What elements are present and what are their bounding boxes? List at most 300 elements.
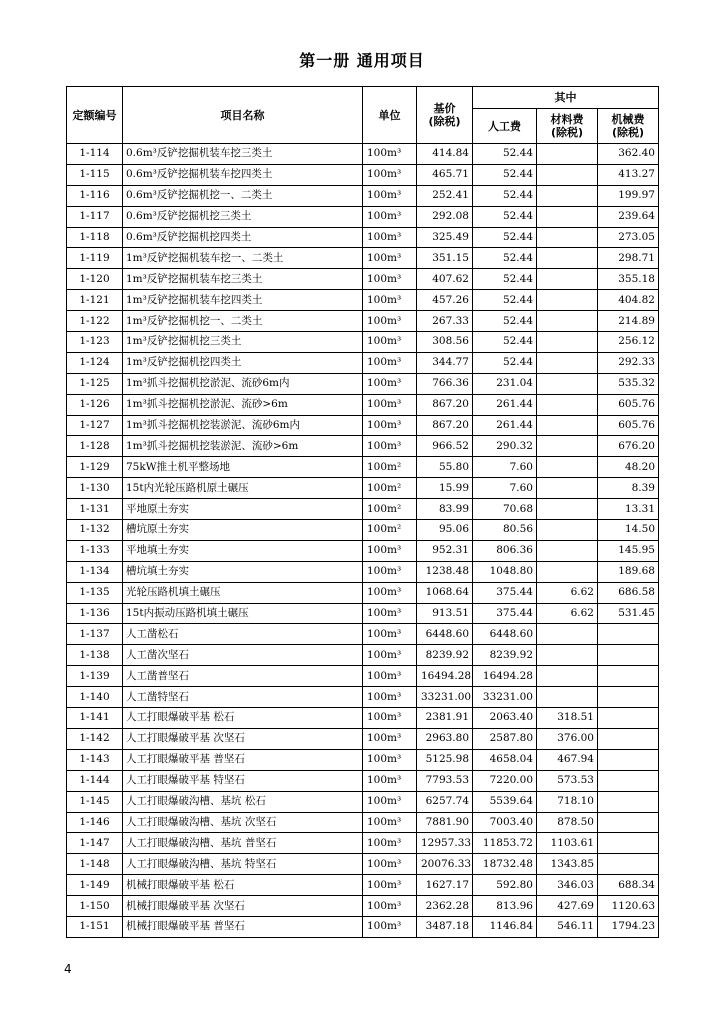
cell-machine [598, 708, 659, 729]
cell-labor: 33231.00 [473, 687, 537, 708]
cell-base-price: 15.99 [417, 478, 473, 499]
cell-unit: 100m³ [363, 185, 417, 206]
cell-base-price: 55.80 [417, 457, 473, 478]
cell-code: 1-122 [67, 311, 123, 332]
cell-material [537, 478, 598, 499]
cell-unit: 100m³ [363, 687, 417, 708]
table-row [67, 520, 659, 541]
cell-labor: 261.44 [473, 415, 537, 436]
cell-material [537, 144, 598, 165]
cell-labor: 7220.00 [473, 770, 537, 791]
cell-base-price: 407.62 [417, 269, 473, 290]
cell-machine: 8.39 [598, 478, 659, 499]
cell-labor: 592.80 [473, 875, 537, 896]
cell-unit: 100m³ [363, 833, 417, 854]
cell-labor: 261.44 [473, 394, 537, 415]
cell-base-price: 966.52 [417, 436, 473, 457]
cell-labor: 7.60 [473, 457, 537, 478]
table-body [67, 144, 659, 938]
cell-unit: 100m³ [363, 812, 417, 833]
cell-code: 1-133 [67, 540, 123, 561]
cell-machine: 298.71 [598, 248, 659, 269]
table-row [67, 561, 659, 582]
cell-unit: 100m³ [363, 290, 417, 311]
cell-machine: 1120.63 [598, 896, 659, 917]
cell-base-price: 8239.92 [417, 645, 473, 666]
cell-unit: 100m³ [363, 645, 417, 666]
cell-code: 1-134 [67, 561, 123, 582]
cell-labor: 52.44 [473, 227, 537, 248]
table-row [67, 896, 659, 917]
cell-unit: 100m³ [363, 540, 417, 561]
cell-base-price: 6257.74 [417, 791, 473, 812]
header-machine: 机械费 (除税) [598, 109, 659, 144]
cell-labor: 375.44 [473, 603, 537, 624]
cell-unit: 100m³ [363, 248, 417, 269]
cell-base-price: 465.71 [417, 164, 473, 185]
cell-unit: 100m³ [363, 916, 417, 937]
cell-code: 1-138 [67, 645, 123, 666]
cell-machine: 239.64 [598, 206, 659, 227]
page-title: 第一册 通用项目 [299, 51, 425, 70]
cell-unit: 100m³ [363, 164, 417, 185]
cell-material: 1103.61 [537, 833, 598, 854]
cell-base-price: 867.20 [417, 394, 473, 415]
table-row [67, 666, 659, 687]
cell-material: 427.69 [537, 896, 598, 917]
cell-name: 槽坑填土夯实 [123, 561, 363, 582]
table-row [67, 749, 659, 770]
cell-material [537, 645, 598, 666]
table-row [67, 603, 659, 624]
table-row [67, 812, 659, 833]
cell-labor: 70.68 [473, 499, 537, 520]
cell-unit: 100m³ [363, 144, 417, 165]
header-name: 项目名称 [123, 87, 363, 144]
cell-machine: 355.18 [598, 269, 659, 290]
cell-name: 75kW推土机平整场地 [123, 457, 363, 478]
cell-base-price: 252.41 [417, 185, 473, 206]
cell-code: 1-147 [67, 833, 123, 854]
cell-machine [598, 812, 659, 833]
cell-machine: 189.68 [598, 561, 659, 582]
cell-labor: 16494.28 [473, 666, 537, 687]
table-row [67, 708, 659, 729]
cell-unit: 100m³ [363, 332, 417, 353]
cell-unit: 100m³ [363, 624, 417, 645]
cell-material [537, 540, 598, 561]
cell-material: 376.00 [537, 728, 598, 749]
cell-code: 1-141 [67, 708, 123, 729]
cell-name: 1m³抓斗挖掘机挖淤泥、流砂>6m [123, 394, 363, 415]
cell-labor: 8239.92 [473, 645, 537, 666]
cell-material: 467.94 [537, 749, 598, 770]
cell-material [537, 624, 598, 645]
table-row [67, 499, 659, 520]
table-row [67, 373, 659, 394]
cell-material [537, 290, 598, 311]
table-row [67, 854, 659, 875]
table-row [67, 332, 659, 353]
table-row [67, 582, 659, 603]
cell-material [537, 520, 598, 541]
cell-machine: 256.12 [598, 332, 659, 353]
cell-base-price: 3487.18 [417, 916, 473, 937]
cell-code: 1-123 [67, 332, 123, 353]
cell-name: 1m³反铲挖掘机装车挖一、二类土 [123, 248, 363, 269]
cell-base-price: 292.08 [417, 206, 473, 227]
header-labor: 人工费 [473, 109, 537, 144]
cell-material [537, 332, 598, 353]
cell-material: 6.62 [537, 582, 598, 603]
cell-base-price: 2362.28 [417, 896, 473, 917]
table-row [67, 144, 659, 165]
cell-unit: 100m³ [363, 227, 417, 248]
cell-code: 1-127 [67, 415, 123, 436]
table-row [67, 164, 659, 185]
cell-name: 人工凿特坚石 [123, 687, 363, 708]
cell-machine: 14.50 [598, 520, 659, 541]
table-row [67, 791, 659, 812]
cell-code: 1-118 [67, 227, 123, 248]
cell-base-price: 6448.60 [417, 624, 473, 645]
cell-name: 人工打眼爆破平基 特坚石 [123, 770, 363, 791]
cell-code: 1-150 [67, 896, 123, 917]
cell-machine [598, 728, 659, 749]
cell-base-price: 2963.80 [417, 728, 473, 749]
cell-base-price: 325.49 [417, 227, 473, 248]
cell-material: 6.62 [537, 603, 598, 624]
cell-labor: 806.36 [473, 540, 537, 561]
cell-machine: 199.97 [598, 185, 659, 206]
cell-code: 1-119 [67, 248, 123, 269]
cell-name: 0.6m³反铲挖掘机挖三类土 [123, 206, 363, 227]
cell-machine: 362.40 [598, 144, 659, 165]
cell-labor: 52.44 [473, 206, 537, 227]
table-row [67, 415, 659, 436]
cell-base-price: 7881.90 [417, 812, 473, 833]
cell-code: 1-126 [67, 394, 123, 415]
cell-name: 1m³反铲挖掘机挖三类土 [123, 332, 363, 353]
cell-unit: 100m³ [363, 708, 417, 729]
cell-code: 1-116 [67, 185, 123, 206]
cell-name: 1m³抓斗挖掘机挖装淤泥、流砂>6m [123, 436, 363, 457]
cell-base-price: 351.15 [417, 248, 473, 269]
cell-unit: 100m³ [363, 373, 417, 394]
cell-labor: 5539.64 [473, 791, 537, 812]
cell-name: 人工打眼爆破沟槽、基坑 松石 [123, 791, 363, 812]
header-unit: 单位 [363, 87, 417, 144]
table-row [67, 227, 659, 248]
quota-table [66, 86, 659, 938]
cell-base-price: 344.77 [417, 352, 473, 373]
table-row [67, 269, 659, 290]
cell-unit: 100m³ [363, 603, 417, 624]
table-row [67, 728, 659, 749]
cell-labor: 290.32 [473, 436, 537, 457]
cell-labor: 18732.48 [473, 854, 537, 875]
cell-labor: 6448.60 [473, 624, 537, 645]
cell-code: 1-115 [67, 164, 123, 185]
cell-unit: 100m³ [363, 582, 417, 603]
cell-labor: 52.44 [473, 144, 537, 165]
cell-name: 1m³抓斗挖掘机挖装淤泥、流砂6m内 [123, 415, 363, 436]
cell-unit: 100m³ [363, 875, 417, 896]
cell-labor: 7.60 [473, 478, 537, 499]
table-row [67, 206, 659, 227]
table-row [67, 185, 659, 206]
header-base-price: 基价 (除税) [417, 87, 473, 144]
table-row [67, 875, 659, 896]
table-row [67, 290, 659, 311]
header-material: 材料费 (除税) [537, 109, 598, 144]
cell-name: 1m³抓斗挖掘机挖淤泥、流砂6m内 [123, 373, 363, 394]
cell-material [537, 373, 598, 394]
cell-material [537, 185, 598, 206]
cell-machine [598, 624, 659, 645]
cell-base-price: 913.51 [417, 603, 473, 624]
cell-name: 机械打眼爆破平基 次坚石 [123, 896, 363, 917]
cell-material: 546.11 [537, 916, 598, 937]
cell-name: 机械打眼爆破平基 普坚石 [123, 916, 363, 937]
cell-name: 人工打眼爆破沟槽、基坑 特坚石 [123, 854, 363, 875]
cell-labor: 52.44 [473, 290, 537, 311]
cell-code: 1-140 [67, 687, 123, 708]
cell-unit: 100m³ [363, 770, 417, 791]
table-row [67, 248, 659, 269]
cell-labor: 52.44 [473, 164, 537, 185]
cell-base-price: 7793.53 [417, 770, 473, 791]
cell-material: 878.50 [537, 812, 598, 833]
cell-machine [598, 749, 659, 770]
cell-base-price: 95.06 [417, 520, 473, 541]
cell-material [537, 561, 598, 582]
cell-machine: 1794.23 [598, 916, 659, 937]
cell-code: 1-128 [67, 436, 123, 457]
table-row [67, 770, 659, 791]
cell-machine [598, 854, 659, 875]
cell-labor: 52.44 [473, 332, 537, 353]
cell-material [537, 457, 598, 478]
header-of-which: 其中 [473, 87, 659, 109]
cell-code: 1-151 [67, 916, 123, 937]
cell-code: 1-136 [67, 603, 123, 624]
cell-base-price: 414.84 [417, 144, 473, 165]
cell-machine: 292.33 [598, 352, 659, 373]
cell-labor: 2063.40 [473, 708, 537, 729]
page-number: 4 [64, 962, 72, 976]
cell-code: 1-145 [67, 791, 123, 812]
cell-name: 1m³反铲挖掘机挖四类土 [123, 352, 363, 373]
cell-name: 1m³反铲挖掘机装车挖三类土 [123, 269, 363, 290]
cell-name: 光轮压路机填土碾压 [123, 582, 363, 603]
cell-material [537, 227, 598, 248]
table-row [67, 436, 659, 457]
cell-unit: 100m³ [363, 269, 417, 290]
cell-labor: 52.44 [473, 352, 537, 373]
cell-unit: 100m² [363, 499, 417, 520]
cell-machine: 48.20 [598, 457, 659, 478]
cell-machine: 605.76 [598, 394, 659, 415]
cell-code: 1-135 [67, 582, 123, 603]
cell-material [537, 499, 598, 520]
cell-code: 1-142 [67, 728, 123, 749]
cell-name: 0.6m³反铲挖掘机装车挖四类土 [123, 164, 363, 185]
cell-labor: 231.04 [473, 373, 537, 394]
cell-code: 1-144 [67, 770, 123, 791]
cell-labor: 52.44 [473, 269, 537, 290]
cell-labor: 1146.84 [473, 916, 537, 937]
cell-code: 1-143 [67, 749, 123, 770]
cell-labor: 375.44 [473, 582, 537, 603]
cell-base-price: 867.20 [417, 415, 473, 436]
cell-unit: 100m³ [363, 666, 417, 687]
cell-name: 机械打眼爆破平基 松石 [123, 875, 363, 896]
cell-base-price: 1238.48 [417, 561, 473, 582]
cell-machine [598, 770, 659, 791]
cell-code: 1-131 [67, 499, 123, 520]
cell-name: 人工凿次坚石 [123, 645, 363, 666]
cell-name: 1m³反铲挖掘机装车挖四类土 [123, 290, 363, 311]
cell-name: 15t内振动压路机填土碾压 [123, 603, 363, 624]
cell-base-price: 308.56 [417, 332, 473, 353]
cell-material [537, 394, 598, 415]
table-row [67, 916, 659, 937]
table-row [67, 540, 659, 561]
cell-base-price: 1068.64 [417, 582, 473, 603]
cell-machine [598, 666, 659, 687]
cell-name: 人工凿普坚石 [123, 666, 363, 687]
cell-unit: 100m³ [363, 436, 417, 457]
cell-unit: 100m³ [363, 352, 417, 373]
cell-machine: 531.45 [598, 603, 659, 624]
cell-name: 平地填土夯实 [123, 540, 363, 561]
cell-labor: 52.44 [473, 185, 537, 206]
cell-name: 0.6m³反铲挖掘机挖一、二类土 [123, 185, 363, 206]
cell-material [537, 415, 598, 436]
cell-labor: 1048.80 [473, 561, 537, 582]
cell-material [537, 206, 598, 227]
cell-code: 1-139 [67, 666, 123, 687]
cell-machine [598, 833, 659, 854]
cell-base-price: 267.33 [417, 311, 473, 332]
cell-name: 人工打眼爆破沟槽、基坑 次坚石 [123, 812, 363, 833]
cell-labor: 52.44 [473, 311, 537, 332]
cell-material [537, 269, 598, 290]
cell-material [537, 248, 598, 269]
cell-machine: 605.76 [598, 415, 659, 436]
cell-base-price: 33231.00 [417, 687, 473, 708]
cell-unit: 100m³ [363, 728, 417, 749]
cell-code: 1-146 [67, 812, 123, 833]
cell-name: 槽坑原土夯实 [123, 520, 363, 541]
cell-machine [598, 791, 659, 812]
table-row [67, 352, 659, 373]
cell-machine: 404.82 [598, 290, 659, 311]
cell-name: 人工打眼爆破平基 普坚石 [123, 749, 363, 770]
cell-name: 人工凿松石 [123, 624, 363, 645]
cell-unit: 100m³ [363, 791, 417, 812]
cell-unit: 100m³ [363, 749, 417, 770]
cell-code: 1-120 [67, 269, 123, 290]
cell-code: 1-114 [67, 144, 123, 165]
table-row [67, 624, 659, 645]
cell-material [537, 687, 598, 708]
cell-name: 人工打眼爆破沟槽、基坑 普坚石 [123, 833, 363, 854]
cell-name: 1m³反铲挖掘机挖一、二类土 [123, 311, 363, 332]
table-row [67, 394, 659, 415]
cell-labor: 813.96 [473, 896, 537, 917]
cell-unit: 100m³ [363, 415, 417, 436]
table-row [67, 645, 659, 666]
table-row [67, 833, 659, 854]
cell-unit: 100m³ [363, 854, 417, 875]
cell-material [537, 311, 598, 332]
cell-code: 1-124 [67, 352, 123, 373]
cell-material [537, 666, 598, 687]
cell-base-price: 20076.33 [417, 854, 473, 875]
cell-labor: 2587.80 [473, 728, 537, 749]
cell-material: 573.53 [537, 770, 598, 791]
cell-base-price: 457.26 [417, 290, 473, 311]
cell-machine [598, 687, 659, 708]
cell-code: 1-137 [67, 624, 123, 645]
table-row [67, 478, 659, 499]
cell-name: 0.6m³反铲挖掘机挖四类土 [123, 227, 363, 248]
cell-code: 1-149 [67, 875, 123, 896]
cell-code: 1-132 [67, 520, 123, 541]
cell-base-price: 2381.91 [417, 708, 473, 729]
cell-base-price: 16494.28 [417, 666, 473, 687]
cell-code: 1-148 [67, 854, 123, 875]
cell-base-price: 766.36 [417, 373, 473, 394]
cell-material [537, 164, 598, 185]
cell-code: 1-121 [67, 290, 123, 311]
cell-material [537, 352, 598, 373]
cell-unit: 100m³ [363, 561, 417, 582]
cell-unit: 100m³ [363, 206, 417, 227]
cell-name: 人工打眼爆破平基 松石 [123, 708, 363, 729]
table-row [67, 311, 659, 332]
cell-material: 718.10 [537, 791, 598, 812]
cell-labor: 80.56 [473, 520, 537, 541]
cell-unit: 100m³ [363, 394, 417, 415]
cell-labor: 4658.04 [473, 749, 537, 770]
cell-code: 1-117 [67, 206, 123, 227]
cell-base-price: 12957.33 [417, 833, 473, 854]
cell-unit: 100m² [363, 478, 417, 499]
cell-material: 1343.85 [537, 854, 598, 875]
cell-material: 318.51 [537, 708, 598, 729]
cell-machine: 214.89 [598, 311, 659, 332]
cell-base-price: 1627.17 [417, 875, 473, 896]
cell-unit: 100m² [363, 520, 417, 541]
cell-unit: 100m² [363, 457, 417, 478]
table-row [67, 687, 659, 708]
cell-labor: 52.44 [473, 248, 537, 269]
cell-unit: 100m³ [363, 896, 417, 917]
cell-labor: 11853.72 [473, 833, 537, 854]
cell-base-price: 952.31 [417, 540, 473, 561]
cell-base-price: 5125.98 [417, 749, 473, 770]
cell-material: 346.03 [537, 875, 598, 896]
cell-machine: 688.34 [598, 875, 659, 896]
cell-base-price: 83.99 [417, 499, 473, 520]
cell-machine: 273.05 [598, 227, 659, 248]
cell-name: 0.6m³反铲挖掘机装车挖三类土 [123, 144, 363, 165]
cell-code: 1-130 [67, 478, 123, 499]
cell-code: 1-125 [67, 373, 123, 394]
